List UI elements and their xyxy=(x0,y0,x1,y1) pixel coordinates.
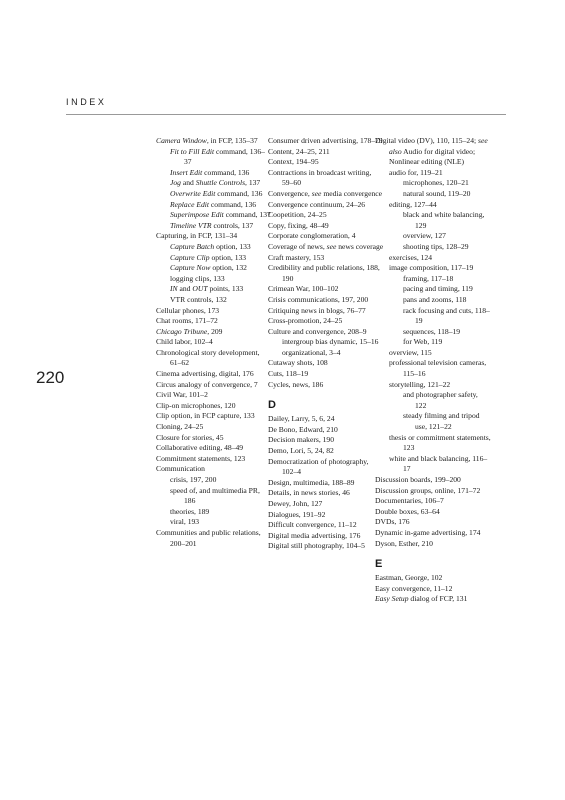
index-subentry xyxy=(375,253,491,264)
index-subentry xyxy=(375,348,491,359)
entry-text: microphones, 120–21 xyxy=(403,178,469,188)
entry-text: Clip-on microphones, 120 xyxy=(156,400,236,410)
index-entry xyxy=(268,263,384,284)
entry-text: Dyson, Esther, 210 xyxy=(375,538,433,548)
index-entry xyxy=(156,433,272,444)
index-entry xyxy=(156,411,272,422)
index-entry xyxy=(268,510,384,521)
entry-italic-text: IN xyxy=(170,284,178,294)
entry-text: Dewey, John, 127 xyxy=(268,499,323,508)
index-entry xyxy=(268,242,384,253)
index-entry xyxy=(268,478,384,489)
entry-text: intergroup bias dynamic, 15–16 xyxy=(282,337,379,347)
index-entry xyxy=(268,284,384,295)
index-entry xyxy=(268,200,384,211)
index-subentry xyxy=(156,295,272,306)
entry-text: pans and zooms, 118 xyxy=(403,294,467,304)
entry-text: shooting tips, 128–29 xyxy=(403,241,469,251)
entry-text: command, 136 xyxy=(215,188,263,198)
entry-italic-text: Jog xyxy=(170,178,181,188)
entry-text: Documentaries, 106–7 xyxy=(375,496,444,506)
index-entry xyxy=(156,231,272,242)
index-entry xyxy=(375,475,491,486)
index-subentry xyxy=(375,358,491,379)
index-subentry xyxy=(156,147,272,168)
entry-text: Dailey, Larry, 5, 6, 24 xyxy=(268,414,335,424)
entry-text: professional television cameras, 115–16 xyxy=(389,358,487,379)
page-number: 220 xyxy=(36,368,65,387)
entry-text: Digital still photography, 104–5 xyxy=(268,541,365,551)
index-entry xyxy=(268,210,384,221)
index-subentry xyxy=(156,168,272,179)
entry-text: speed of, and multimedia PR, 186 xyxy=(170,485,260,506)
index-entry xyxy=(375,486,491,497)
index-entry xyxy=(156,337,272,348)
entry-text: and xyxy=(177,284,193,294)
entry-text: overview, 115 xyxy=(389,347,432,357)
entry-text: Design, multimedia, 188–89 xyxy=(268,477,355,487)
entry-italic-text: Insert Edit xyxy=(170,167,203,177)
entry-text: thesis or commitment statements, 123 xyxy=(389,432,491,453)
entry-text: controls, 137 xyxy=(211,220,254,230)
entry-text: Democratization of photography, 102–4 xyxy=(268,456,369,477)
index-subentry xyxy=(375,242,491,253)
entry-text: audio for, 119–21 xyxy=(389,167,443,177)
entry-text: Dynamic in-game advertising, 174 xyxy=(375,527,481,537)
index-entry xyxy=(268,380,384,391)
index-entry xyxy=(375,584,491,595)
index-entry xyxy=(156,422,272,433)
index-entry xyxy=(268,157,384,168)
index-subentry xyxy=(156,221,272,232)
index-subentry xyxy=(375,295,491,306)
index-subentry xyxy=(156,507,272,518)
entry-text: organizational, 3–4 xyxy=(282,347,341,357)
index-entry xyxy=(375,517,491,528)
entry-text: and xyxy=(180,178,196,188)
entry-text: framing, 117–18 xyxy=(403,273,454,283)
index-subentry xyxy=(268,348,384,359)
entry-text: editing, 127–44 xyxy=(389,199,437,209)
index-subentry xyxy=(156,189,272,200)
index-subentry xyxy=(156,517,272,528)
index-entry xyxy=(375,507,491,518)
index-entry xyxy=(268,358,384,369)
entry-italic-text: Timeline VTR xyxy=(170,220,212,230)
entry-text: Cuts, 118–19 xyxy=(268,369,309,379)
index-subentry xyxy=(375,454,491,475)
index-entry xyxy=(375,594,491,605)
entry-italic-text: Capture Now xyxy=(170,263,211,273)
entry-text: image composition, 117–19 xyxy=(389,263,474,273)
entry-text: Closure for stories, 45 xyxy=(156,432,224,442)
index-subentry xyxy=(375,327,491,338)
entry-italic-text: see also xyxy=(389,136,488,156)
entry-text: theories, 189 xyxy=(170,506,210,516)
index-subentry xyxy=(375,284,491,295)
entry-italic-text: see xyxy=(326,241,337,251)
entry-text: Culture and convergence, 208–9 xyxy=(268,326,367,336)
entry-text: Critiquing news in blogs, 76–77 xyxy=(268,305,366,315)
index-entry xyxy=(268,457,384,478)
entry-italic-text: Superimpose Edit xyxy=(170,210,224,220)
index-column-2 xyxy=(268,136,384,552)
index-entry xyxy=(268,327,384,338)
entry-text: white and black balancing, 116–17 xyxy=(389,453,488,474)
entry-text: Cloning, 24–25 xyxy=(156,422,204,432)
entry-text: command, 136 xyxy=(209,199,257,209)
entry-text: exercises, 124 xyxy=(389,252,433,262)
entry-italic-text: OUT xyxy=(192,284,208,294)
index-subentry xyxy=(375,411,491,432)
index-entry xyxy=(375,539,491,550)
entry-text: Difficult convergence, 11–12 xyxy=(268,520,357,530)
entry-italic-text: see xyxy=(311,188,322,198)
entry-text: Communication xyxy=(156,464,205,474)
index-subentry xyxy=(268,337,384,348)
entry-text: and photographer safety, 122 xyxy=(403,390,478,410)
index-subentry xyxy=(375,263,491,274)
entry-text: Easy convergence, 11–12 xyxy=(375,583,453,593)
entry-text: Copy, fixing, 48–49 xyxy=(268,220,329,230)
entry-text: black and white balancing, 129 xyxy=(403,210,485,230)
section-letter: D xyxy=(268,399,276,412)
entry-text: Decision makers, 190 xyxy=(268,435,335,445)
entry-text: Crimean War, 100–102 xyxy=(268,284,339,294)
entry-text: Capturing, in FCP, 131–34 xyxy=(156,231,238,241)
index-subentry xyxy=(156,274,272,285)
index-entry xyxy=(156,528,272,549)
entry-text: Demo, Lori, 5, 24, 82 xyxy=(268,446,334,456)
header-rule xyxy=(66,114,506,115)
entry-text: Audio for digital video; Nonlinear editing (NLE) xyxy=(389,146,476,167)
index-entry xyxy=(268,168,384,189)
entry-text: viral, 193 xyxy=(170,517,200,527)
entry-text: Cutaway shots, 108 xyxy=(268,358,328,368)
entry-text: crisis, 197, 200 xyxy=(170,475,217,484)
entry-text: option, 133 xyxy=(209,252,247,262)
index-entry xyxy=(156,348,272,369)
index-entry xyxy=(268,147,384,158)
entry-text: Chat rooms, 171–72 xyxy=(156,316,218,326)
entry-text: Clip option, in FCP capture, 133 xyxy=(156,411,255,421)
entry-text: Discussion boards, 199–200 xyxy=(375,475,461,484)
entry-italic-text: Capture Clip xyxy=(170,252,210,262)
index-column-1 xyxy=(156,136,272,549)
index-column-3 xyxy=(375,136,491,605)
entry-text: Commitment statements, 123 xyxy=(156,453,246,463)
entry-text: , 209 xyxy=(207,326,223,336)
entry-italic-text: Replace Edit xyxy=(170,199,210,209)
entry-text: , 137 xyxy=(245,178,261,188)
index-entry xyxy=(156,306,272,317)
entry-text: Crisis communications, 197, 200 xyxy=(268,294,369,304)
index-subentry xyxy=(375,231,491,242)
entry-text: VTR controls, 132 xyxy=(170,294,227,304)
index-subentry xyxy=(375,337,491,348)
index-entry xyxy=(268,531,384,542)
index-subentry xyxy=(375,189,491,200)
index-entry xyxy=(156,380,272,391)
entry-italic-text: Shuttle Controls xyxy=(195,178,246,188)
index-entry xyxy=(156,401,272,412)
entry-text: Chronological story development, 61–62 xyxy=(156,347,260,368)
entry-italic-text: Fit to Fill Edit xyxy=(170,146,215,156)
index-entry xyxy=(268,369,384,380)
entry-text: command, 136–37 xyxy=(184,146,265,167)
index-subentry xyxy=(156,284,272,295)
entry-text: Cycles, news, 186 xyxy=(268,379,324,389)
index-subentry xyxy=(375,380,491,391)
entry-italic-text: Overwrite Edit xyxy=(170,188,216,198)
index-entry xyxy=(268,425,384,436)
entry-text: for Web, 119 xyxy=(403,337,443,347)
entry-text: media convergence xyxy=(321,188,383,198)
index-entry xyxy=(156,454,272,465)
entry-text: De Bono, Edward, 210 xyxy=(268,424,338,434)
index-entry xyxy=(268,316,384,327)
index-subentry xyxy=(375,168,491,179)
index-entry xyxy=(375,496,491,507)
index-subentry xyxy=(156,242,272,253)
entry-text: Cinema advertising, digital, 176 xyxy=(156,369,254,379)
running-head: INDEX xyxy=(66,97,107,107)
index-subentry xyxy=(375,274,491,285)
index-entry xyxy=(268,295,384,306)
index-subentry xyxy=(156,178,272,189)
entry-text: storytelling, 121–22 xyxy=(389,379,451,389)
index-subentry xyxy=(156,263,272,274)
entry-text: Digital video (DV), 110, 115–24; xyxy=(375,136,478,145)
index-subentry xyxy=(156,200,272,211)
entry-text: Eastman, George, 102 xyxy=(375,573,443,583)
index-entry xyxy=(156,136,272,147)
index-entry xyxy=(156,443,272,454)
index-entry xyxy=(268,414,384,425)
index-subentry xyxy=(156,475,272,486)
entry-text: news coverage xyxy=(336,241,384,251)
entry-italic-text: Chicago Tribune xyxy=(156,326,208,336)
entry-text: Coopetition, 24–25 xyxy=(268,210,327,220)
entry-text: Digital media advertising, 176 xyxy=(268,530,361,540)
entry-text: Dialogues, 191–92 xyxy=(268,509,326,519)
entry-text: option, 132 xyxy=(210,263,247,273)
index-subentry xyxy=(375,210,491,231)
entry-text: steady filming and tripod use, 121–22 xyxy=(403,411,480,432)
index-entry xyxy=(268,435,384,446)
entry-text: rack focusing and cuts, 118–19 xyxy=(403,305,490,326)
entry-text: natural sound, 119–20 xyxy=(403,188,471,198)
entry-text: option, 133 xyxy=(214,241,251,251)
entry-text: DVDs, 176 xyxy=(375,517,410,527)
index-entry xyxy=(156,316,272,327)
entry-text: dialog of FCP, 131 xyxy=(408,594,468,604)
entry-text: Content, 24–25, 211 xyxy=(268,146,330,156)
index-subentry xyxy=(156,210,272,221)
index-entry xyxy=(268,520,384,531)
index-entry xyxy=(268,189,384,200)
index-entry xyxy=(268,136,384,147)
entry-text: Circus analogy of convergence, 7 xyxy=(156,379,258,389)
entry-text: Child labor, 102–4 xyxy=(156,337,213,347)
entry-text: Civil War, 101–2 xyxy=(156,390,208,400)
index-entry xyxy=(156,390,272,401)
entry-text: pacing and timing, 119 xyxy=(403,284,473,294)
index-entry xyxy=(156,369,272,380)
index-entry xyxy=(375,573,491,584)
entry-text: Cellular phones, 173 xyxy=(156,305,220,315)
entry-text: Corporate conglomeration, 4 xyxy=(268,231,356,241)
entry-text: Double boxes, 63–64 xyxy=(375,506,440,516)
entry-italic-text: Easy Setup xyxy=(375,594,409,604)
entry-text: command, 136 xyxy=(202,167,250,177)
entry-text: Discussion groups, online, 171–72 xyxy=(375,485,481,495)
index-subentry xyxy=(375,200,491,211)
entry-text: Craft mastery, 153 xyxy=(268,252,325,262)
index-entry xyxy=(268,446,384,457)
entry-text: logging clips, 133 xyxy=(170,273,225,283)
index-subentry xyxy=(375,433,491,454)
index-subentry xyxy=(375,390,491,411)
index-entry xyxy=(268,253,384,264)
entry-text: Details, in news stories, 46 xyxy=(268,488,350,498)
entry-text: , in FCP, 135–37 xyxy=(206,136,258,145)
index-entry xyxy=(156,327,272,338)
entry-text: Credibility and public relations, 188, 190 xyxy=(268,263,380,283)
index-entry xyxy=(156,464,272,475)
index-subentry xyxy=(156,253,272,264)
index-entry xyxy=(268,499,384,510)
index-entry xyxy=(268,221,384,232)
index-entry xyxy=(268,306,384,317)
entry-text: command, 137 xyxy=(223,210,271,220)
entry-text: Context, 194–95 xyxy=(268,157,319,167)
index-entry xyxy=(375,528,491,539)
entry-text: Contractions in broadcast writing, 59–60 xyxy=(268,167,372,188)
section-letter: E xyxy=(375,558,383,571)
index-subentry xyxy=(375,306,491,327)
entry-text: Convergence, xyxy=(268,188,312,198)
index-entry xyxy=(268,541,384,552)
entry-text: Communities and public relations, 200–201 xyxy=(156,527,261,548)
entry-text: Coverage of news, xyxy=(268,241,327,251)
index-entry xyxy=(268,488,384,499)
entry-italic-text: Camera Window xyxy=(156,136,207,145)
index-entry xyxy=(268,231,384,242)
entry-text: points, 133 xyxy=(207,284,244,294)
entry-text: Collaborative editing, 48–49 xyxy=(156,443,244,453)
entry-text: Cross-promotion, 24–25 xyxy=(268,316,343,326)
index-entry xyxy=(375,136,491,168)
entry-text: sequences, 118–19 xyxy=(403,326,461,336)
entry-text: Convergence continuum, 24–26 xyxy=(268,199,366,209)
index-subentry xyxy=(156,486,272,507)
index-subentry xyxy=(375,178,491,189)
entry-text: overview, 127 xyxy=(403,231,446,241)
entry-italic-text: Capture Batch xyxy=(170,241,215,251)
entry-text: Consumer driven advertising, 178–79 xyxy=(268,136,383,145)
